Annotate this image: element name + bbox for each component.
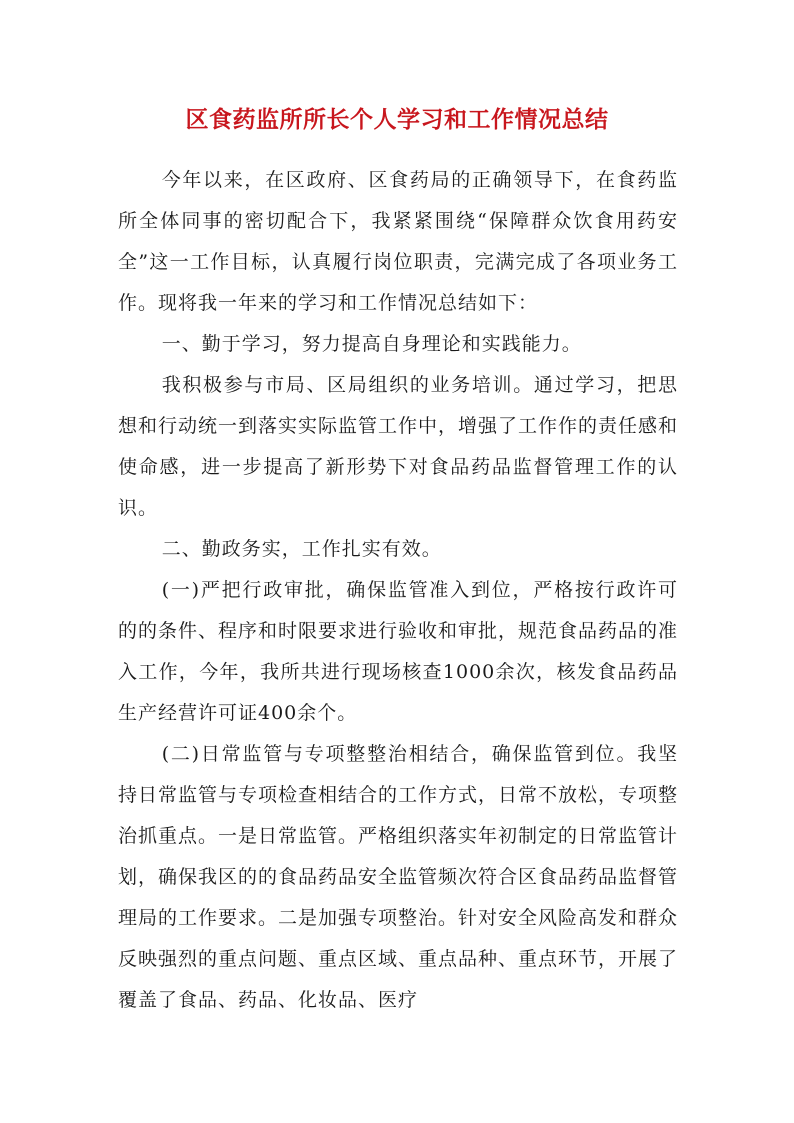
paragraph-intro: 今年以来，在区政府、区食药局的正确领导下，在食药监所全体同事的密切配合下，我紧紧围绕“保障群众饮食用药安全”这一工作目标，认真履行岗位职责，完满完成了各项业务工作。现将我一年来的学习和工作情况总结如下： <box>118 169 678 314</box>
heading-section-two: 二、勤政务实，工作扎实有效。 <box>161 538 442 560</box>
document-title: 区食药监所所长个人学习和工作情况总结 <box>185 106 609 133</box>
document-body <box>118 160 678 1021</box>
paragraph-study: 我积极参与市局、区局组织的业务培训。通过学习，把思想和行动统一到落实实际监管工作中，增强了工作作的责任感和使命感，进一步提高了新形势下对食品药品监督管理工作的认识。 <box>118 374 679 519</box>
paragraph-approval: (一)严把行政审批，确保监管准入到位，严格按行政许可的的条件、程序和时限要求进行验收和审批，规范食品药品的准入工作，今年，我所共进行现场核查1000余次，核发食品药品生产经营许可证400余个。 <box>118 579 679 724</box>
paragraph-supervision: (二)日常监管与专项整整治相结合，确保监管到位。我坚持日常监管与专项检查相结合的工作方式，日常不放松，专项整治抓重点。一是日常监管。严格组织落实年初制定的日常监管计划，确保我区的的食品药品安全监管频次符合区食品药品监督管理局的工作要求。二是加强专项整治。针对安全风险高发和群众反映强烈的重点问题、重点区域、重点品种、重点环节，开展了覆盖了食品、药品、化妆品、医疗 <box>118 743 679 1011</box>
heading-section-one: 一、勤于学习，努力提高自身理论和实践能力。 <box>161 333 582 355</box>
